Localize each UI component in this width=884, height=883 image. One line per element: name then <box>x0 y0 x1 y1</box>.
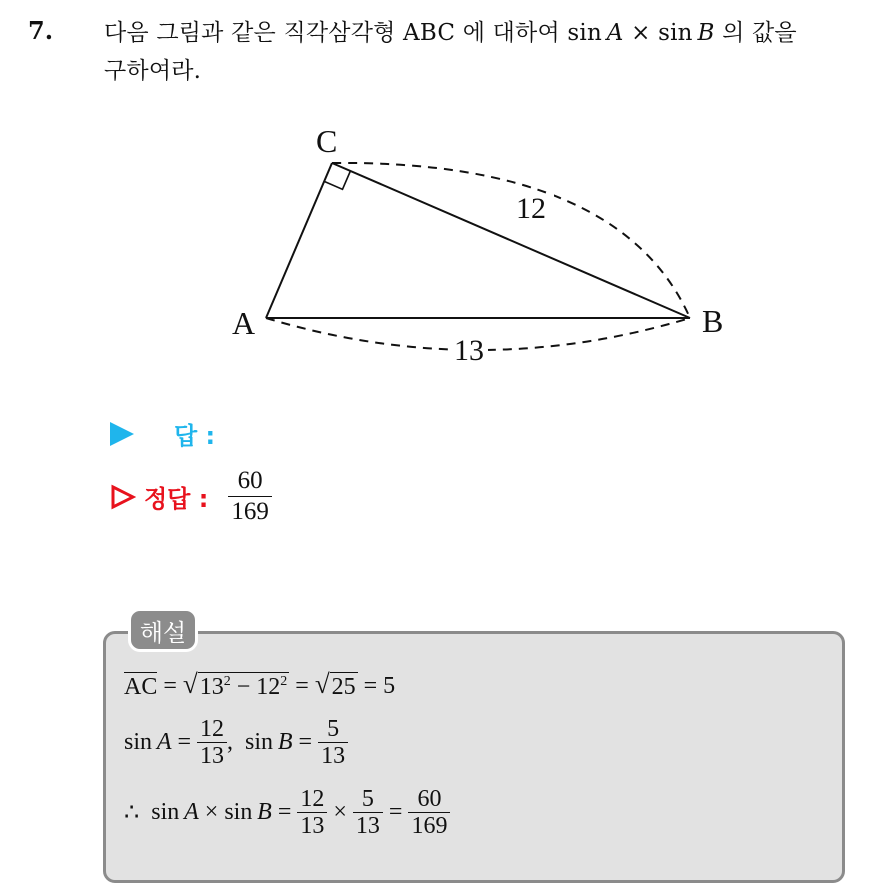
correct-answer-label: 정답 : <box>144 485 209 513</box>
sin-fn: sin <box>139 799 180 825</box>
question-number: 7. <box>28 16 54 45</box>
comma: , <box>227 729 246 755</box>
play-triangle-outline-icon <box>110 484 136 510</box>
sqrt-expression-2: √ 25 <box>314 669 356 700</box>
answer-label: 답 : <box>174 422 216 450</box>
denominator: 13 <box>297 812 327 839</box>
side-cb <box>332 163 690 318</box>
solution-line-2 <box>124 716 348 769</box>
edge-label-ab: 13 <box>454 334 484 367</box>
solution-line-1 <box>124 669 396 701</box>
times-sign: × <box>327 799 353 825</box>
numerator: 5 <box>327 716 340 742</box>
equals-sign: = <box>382 799 409 825</box>
fraction-5-13 <box>318 716 348 769</box>
numerator: 12 <box>200 716 225 742</box>
equals-sign: = <box>157 673 183 699</box>
root-term-a: 13 <box>199 674 224 700</box>
play-triangle-solid-icon <box>110 422 134 446</box>
denominator: 13 <box>318 742 348 769</box>
numerator: 60 <box>417 786 442 812</box>
segment-ac: AC <box>124 674 158 700</box>
var-b: B <box>257 799 272 825</box>
root-25: 25 <box>331 674 356 700</box>
sin-fn: sin <box>124 729 153 755</box>
denominator: 13 <box>353 812 383 839</box>
sqrt-expression-1: √ $13^2 - 12^2$ <box>182 669 288 700</box>
answer-row <box>110 416 215 451</box>
numerator: 12 <box>300 786 325 812</box>
correct-answer-fraction <box>228 466 272 527</box>
side-ac <box>266 163 332 318</box>
numerator: 5 <box>361 786 374 812</box>
fraction-60-169 <box>408 786 450 839</box>
denominator: 13 <box>197 742 227 769</box>
denominator: 169 <box>408 812 450 839</box>
edge-label-cb: 12 <box>516 192 546 225</box>
equals-sign: = <box>289 673 315 699</box>
equals-sign: = <box>292 729 319 755</box>
math-times: × <box>623 20 659 46</box>
solution-line-3 <box>124 786 450 839</box>
vertex-label-c: C <box>316 123 338 159</box>
var-a: A <box>184 799 199 825</box>
correct-answer-denominator: 169 <box>228 496 272 527</box>
var-a: A <box>156 729 172 755</box>
sin-fn: sin <box>245 729 274 755</box>
var-b: B <box>277 729 293 755</box>
sin-fn: sin <box>224 799 253 825</box>
fraction-5-13 <box>353 786 383 839</box>
result-5: = 5 <box>357 673 396 699</box>
question-text-part2: 의 값을 <box>714 20 797 46</box>
question-text-line2: 구하여라. <box>104 58 202 84</box>
triangle-figure <box>0 0 884 400</box>
correct-answer-numerator: 60 <box>237 467 263 494</box>
math-sin-a-fn: sin <box>567 20 602 46</box>
solution-tab: 해설 <box>128 608 198 652</box>
fraction-12-13 <box>297 786 327 839</box>
minus-sign: − <box>230 674 257 700</box>
root-term-b: 12 <box>256 674 281 700</box>
math-sin-b-fn: sin <box>658 20 693 46</box>
equals-sign: = <box>171 729 198 755</box>
correct-answer-row <box>110 466 272 527</box>
math-var-b: B <box>697 20 715 46</box>
question-text-part1: 다음 그림과 같은 직각삼각형 ABC 에 대하여 <box>104 20 568 46</box>
fraction-12-13 <box>197 716 227 769</box>
therefore-symbol: ∴ <box>124 800 140 826</box>
vertex-label-b: B <box>702 303 724 339</box>
exponent-b: 2 <box>280 674 288 689</box>
equals-sign: = <box>271 799 298 825</box>
math-var-a: A <box>606 20 624 46</box>
exponent-a: 2 <box>223 674 231 689</box>
vertex-label-a: A <box>232 305 256 341</box>
times-sign: × <box>198 799 225 825</box>
